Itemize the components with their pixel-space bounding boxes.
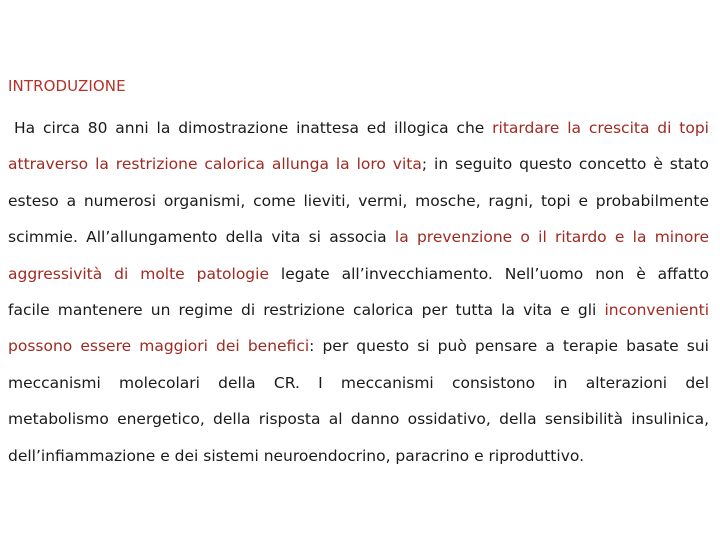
paragraph-line (8, 328, 709, 364)
body-text: esteso a numerosi organismi, come lieviti, vermi, mosche, ragni, topi e probabilmente (8, 191, 709, 210)
paragraph-line (8, 438, 709, 474)
paragraph-line (8, 110, 709, 146)
section-title: INTRODUZIONE (8, 77, 126, 95)
highlighted-text: attraverso la restrizione calorica allunga la loro vita (8, 155, 422, 174)
paragraph-line (8, 219, 709, 255)
body-text: Ha circa 80 anni la dimostrazione inattesa ed illogica che (14, 119, 493, 137)
body-text: facile mantenere un regime di restrizione calorica per tutta la vita e gli (8, 300, 605, 319)
body-text: legate all’invecchiamento. Nell’uomo non è affatto (269, 264, 709, 283)
highlighted-text: inconvenienti (604, 300, 709, 319)
body-text: : per questo si può pensare a terapie basate sui (309, 337, 709, 356)
body-text: scimmie. All’allungamento della vita si associa (8, 228, 395, 247)
highlighted-text: aggressività di molte patologie (8, 264, 269, 283)
paragraph-line (8, 365, 709, 401)
body-text: dell’infiammazione e dei sistemi neuroendocrino, paracrino e riproduttivo. (8, 446, 585, 465)
paragraph-line (8, 401, 709, 437)
body-text: metabolismo energetico, della risposta al danno ossidativo, della sensibilità insulinica, (8, 410, 709, 429)
highlighted-text: la prevenzione o il ritardo e la minore (394, 228, 709, 247)
paragraph-line (8, 146, 709, 182)
body-paragraph (8, 110, 709, 474)
body-text: meccanismi molecolari della CR. I meccanismi consistono in alterazioni del (8, 373, 709, 392)
highlighted-text: ritardare la crescita di topi (492, 119, 709, 137)
paragraph-line (8, 183, 709, 219)
paragraph-line (8, 292, 709, 328)
paragraph-line (8, 256, 709, 292)
body-text: ; in seguito questo concetto è stato (421, 155, 709, 174)
highlighted-text: possono essere maggiori dei benefici (8, 337, 310, 356)
